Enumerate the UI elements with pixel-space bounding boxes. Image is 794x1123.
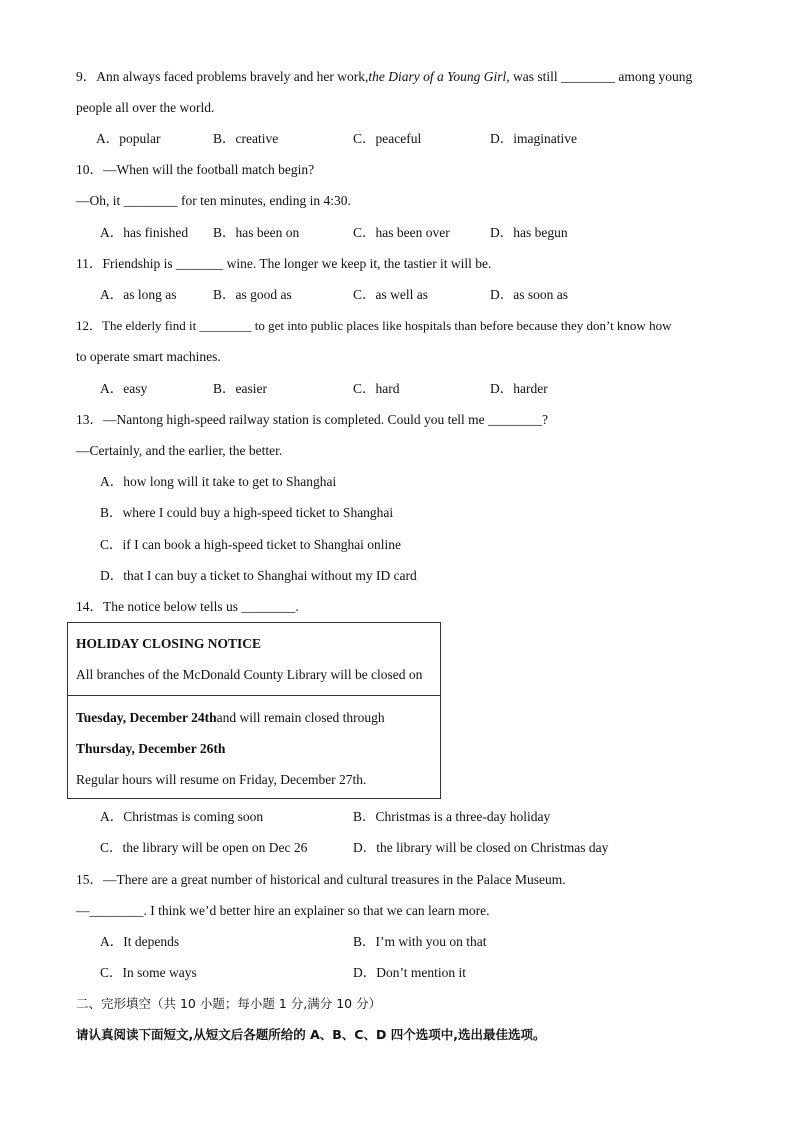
q15-option-a: A．It depends [100,934,180,949]
q11-stem-line1: 11．Friendship is _______ wine. The longer we keep it, the tastier it will be. [76,256,492,271]
notice-date2: Thursday, December 26th [76,741,226,756]
q9-stem-title: the Diary of a Young Girl [368,69,507,84]
notice-line2-rest: and will remain closed through [216,710,385,725]
q9-option-c: C．peaceful [353,131,422,146]
q10-stem-line1: 10．—When will the football match begin? [76,162,315,177]
q13-option-d: D．that I can buy a ticket to Shanghai without my ID card [100,568,417,583]
q9-stem-line1 [76,69,692,85]
q14-option-a: A．Christmas is coming soon [100,809,264,824]
q15-option-c: C．In some ways [100,965,197,980]
q11-option-a: A．as long as [100,287,177,302]
notice-title: HOLIDAY CLOSING NOTICE [76,636,262,651]
q12-stem-line1: 12．The elderly find it ________ to get into public places like hospitals than before because they don’t know how [76,318,672,333]
q10-option-a: A．has finished [100,225,189,240]
q15-option-d: D．Don’t mention it [353,965,466,980]
notice-date1: Tuesday, December 24th [76,710,217,725]
q12-option-b: B．easier [213,381,267,396]
q13-option-b: B．where I could buy a high-speed ticket to Shanghai [100,505,394,520]
q12-stem-line2: to operate smart machines. [76,349,221,364]
q13-option-a: A．how long will it take to get to Shanghai [100,474,337,489]
q9-stem-line2: people all over the world. [76,100,215,115]
q12-option-c: C．hard [353,381,400,396]
q11-option-b: B．as good as [213,287,292,302]
q9-stem-part-b: , was still ________ among young [506,69,693,84]
q10-option-c: C．has been over [353,225,450,240]
notice-line3: Regular hours will resume on Friday, December 27th. [76,772,367,787]
q9-option-a: A．popular [96,131,161,146]
q15-option-b: B．I’m with you on that [353,934,487,949]
notice-line2 [76,710,385,726]
q14-stem-line1: 14．The notice below tells us ________. [76,599,299,614]
q15-stem-line1: 15．—There are a great number of historical and cultural treasures in the Palace Museum. [76,872,566,887]
section2-instruction: 请认真阅读下面短文,从短文后各题所给的 A、B、C、D 四个选项中,选出最佳选项。 [76,1027,546,1042]
notice-divider [68,695,440,696]
q14-option-d: D．the library will be closed on Christmas day [353,840,609,855]
q12-option-d: D．harder [490,381,548,396]
section2-heading: 二、完形填空（共 10 小题；每小题 1 分,满分 10 分） [76,996,382,1011]
q13-stem-line1: 13．—Nantong high-speed railway station is completed. Could you tell me ________? [76,412,549,427]
q14-option-b: B．Christmas is a three-day holiday [353,809,551,824]
q11-option-c: C．as well as [353,287,428,302]
q10-stem-line2: —Oh, it ________ for ten minutes, ending in 4:30. [76,193,351,208]
q12-option-a: A．easy [100,381,148,396]
q9-option-b: B．creative [213,131,279,146]
q15-stem-line2: —________. I think we’d better hire an explainer so that we can learn more. [76,903,490,918]
q11-option-d: D．as soon as [490,287,568,302]
q9-option-d: D．imaginative [490,131,577,146]
q10-option-d: D．has begun [490,225,568,240]
holiday-notice-box [67,622,441,799]
q13-option-c: C．if I can book a high-speed ticket to Shanghai online [100,537,402,552]
q13-stem-line2: —Certainly, and the earlier, the better. [76,443,283,458]
q9-stem-part-a: 9．Ann always faced problems bravely and her work, [76,69,369,84]
q10-option-b: B．has been on [213,225,300,240]
q14-option-c: C．the library will be open on Dec 26 [100,840,308,855]
notice-line1: All branches of the McDonald County Library will be closed on [76,667,423,682]
